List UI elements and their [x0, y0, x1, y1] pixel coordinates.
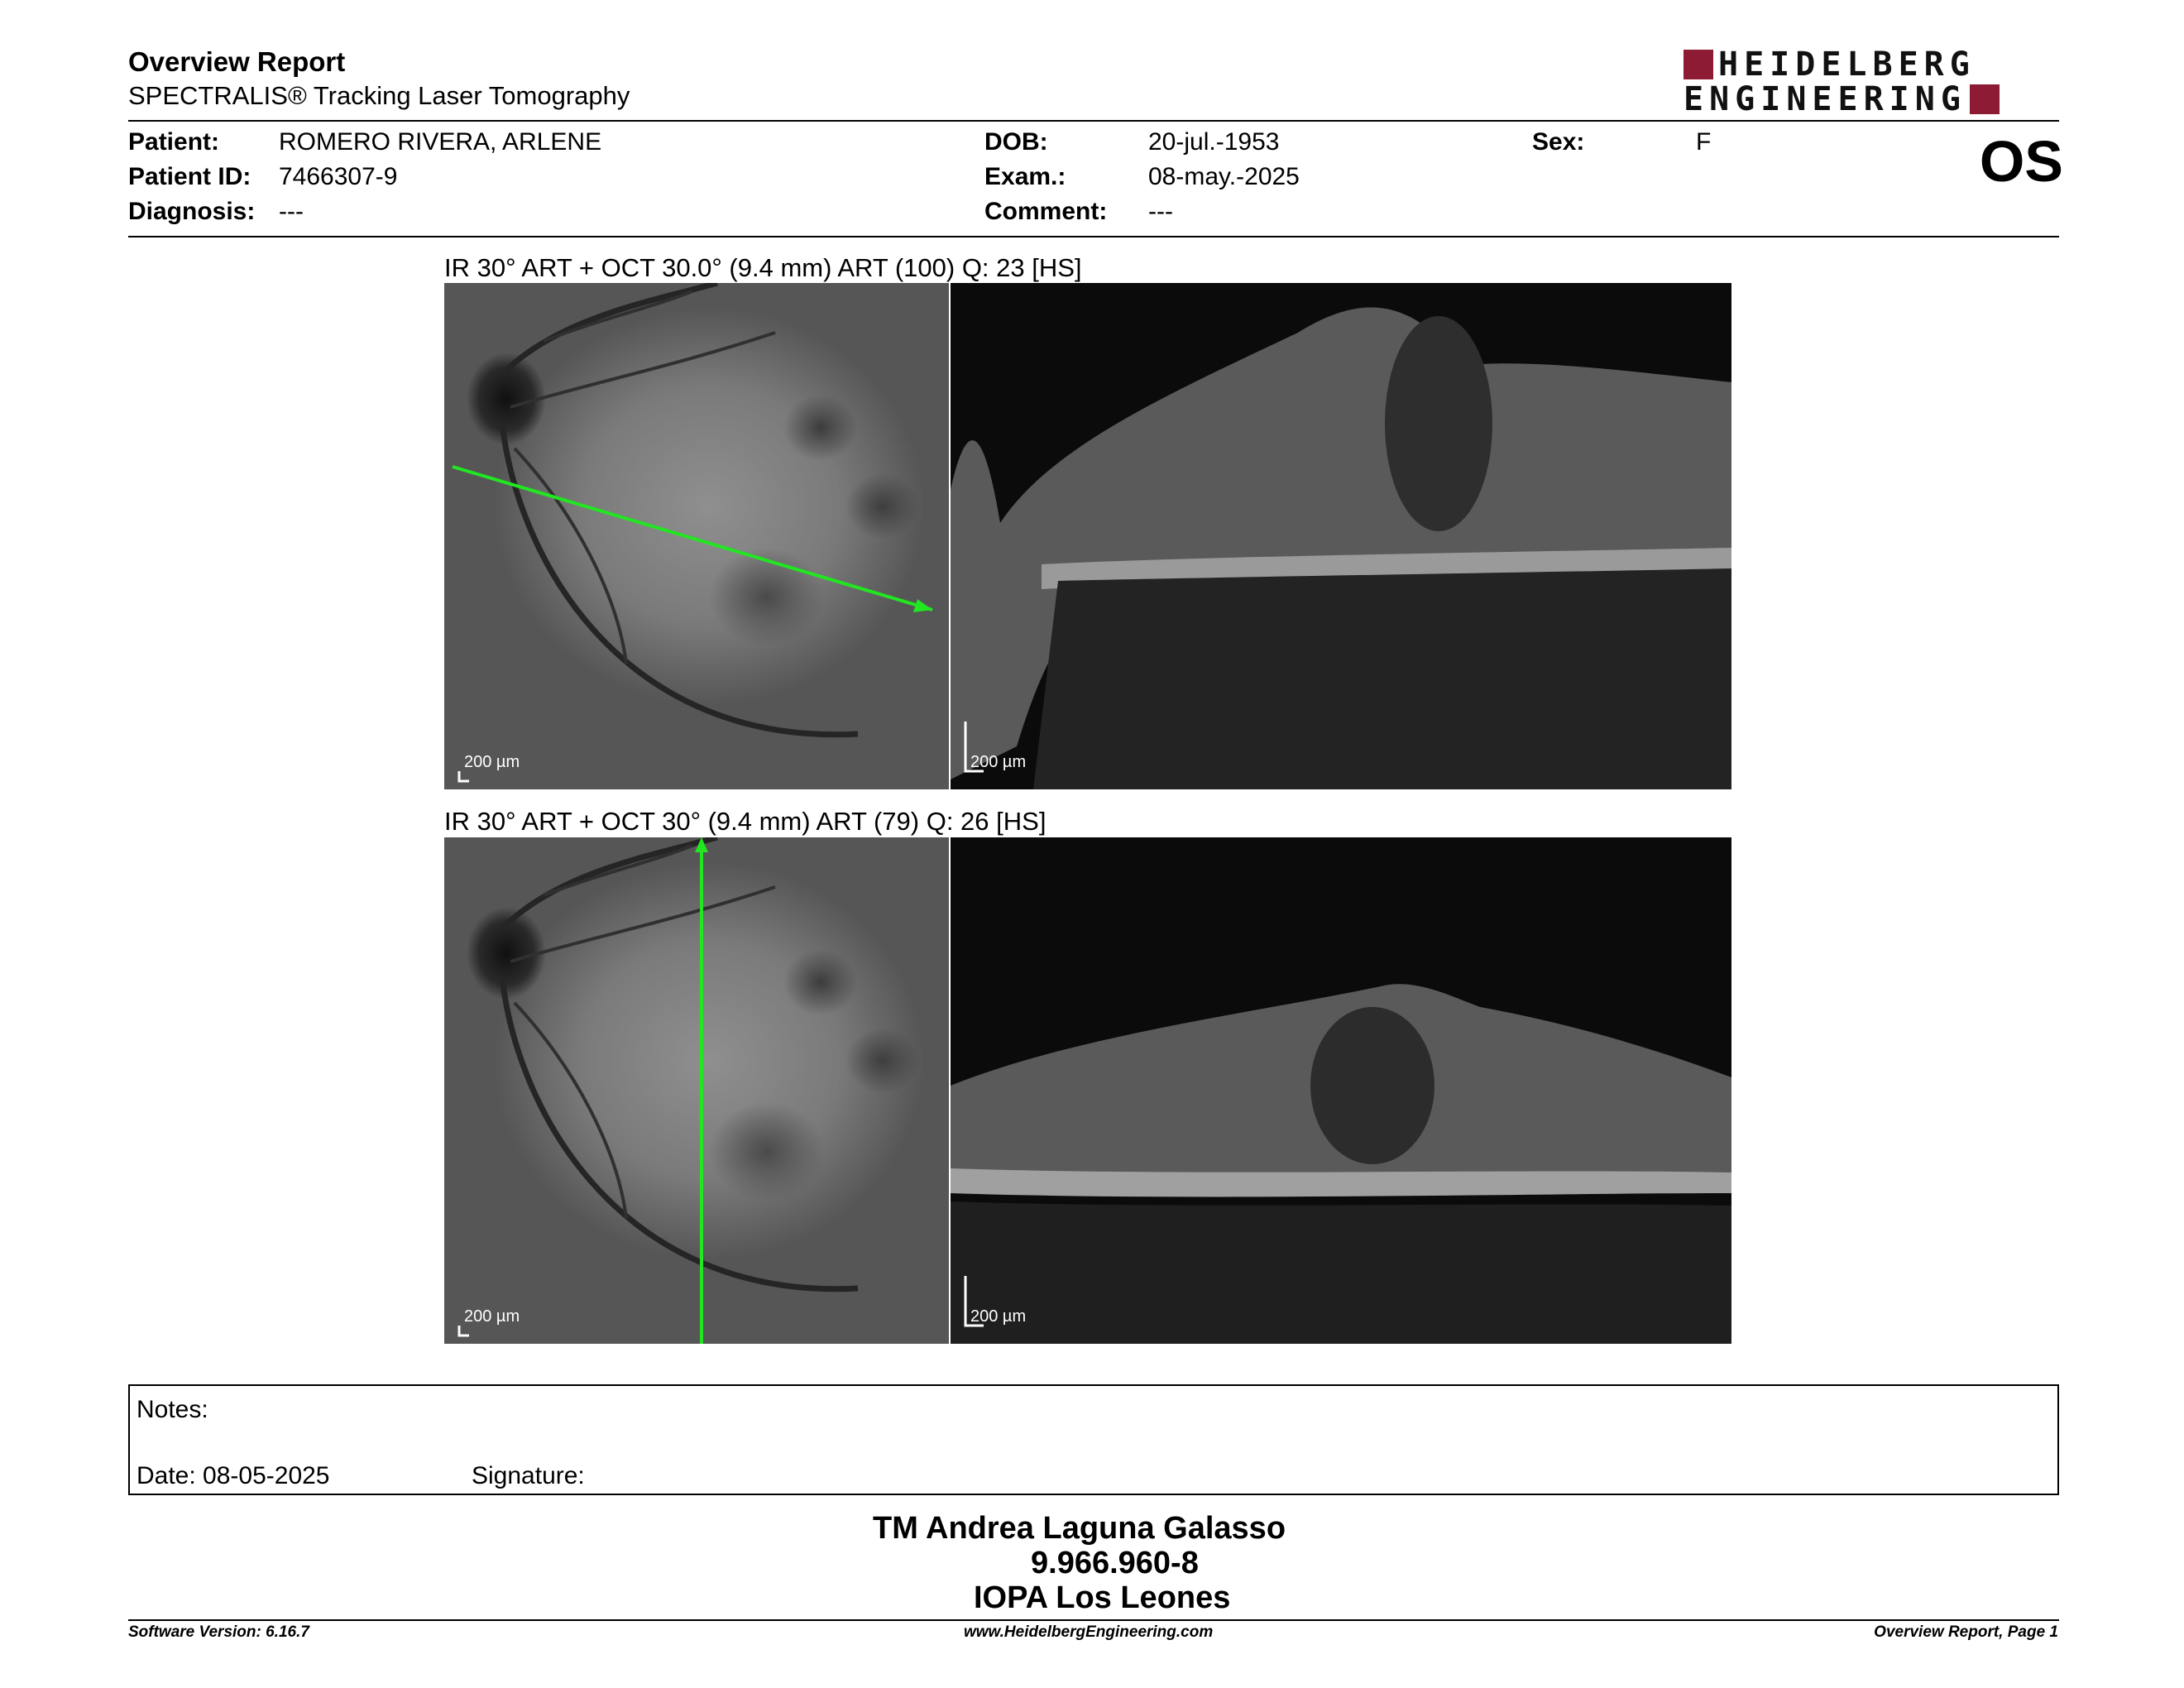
software-version: Software Version: 6.16.7: [128, 1623, 309, 1641]
scan-1-fundus-image: [444, 283, 949, 789]
patient-name: ROMERO RIVERA, ARLENE: [279, 128, 602, 156]
scan-2-title: IR 30° ART + OCT 30° (9.4 mm) ART (79) Q: 26 [HS]: [444, 807, 1046, 836]
scan-1-fundus-scale: 200 µm: [464, 753, 520, 771]
website-link[interactable]: www.HeidelbergEngineering.com: [964, 1623, 1214, 1641]
dob-value: 20-jul.-1953: [1148, 128, 1280, 156]
scan-2-oct-image: [951, 837, 1731, 1344]
notes-label: Notes:: [136, 1396, 208, 1423]
sex-value: F: [1696, 128, 1712, 156]
scan-2-oct-scale: 200 µm: [970, 1307, 1027, 1326]
patient-id: 7466307-9: [279, 163, 398, 190]
comment-value: ---: [1148, 198, 1173, 225]
scan-1-oct-image: [951, 283, 1731, 789]
dob-label: DOB:: [984, 128, 1048, 156]
report-title: Overview Report: [128, 46, 346, 77]
report-subtitle: SPECTRALIS® Tracking Laser Tomography: [128, 81, 630, 110]
comment-label: Comment:: [984, 198, 1108, 225]
notes-box: [128, 1384, 2059, 1495]
footer-divider: [128, 1619, 2059, 1621]
logo-line1: HEIDELBERG: [1718, 46, 1976, 84]
stamp-name: TM Andrea Laguna Galasso: [873, 1511, 1286, 1546]
signature-label: Signature:: [472, 1462, 585, 1489]
stamp-id: 9.966.960-8: [1031, 1546, 1199, 1580]
stamp-institution: IOPA Los Leones: [974, 1580, 1231, 1615]
diagnosis-value: ---: [279, 198, 304, 225]
date-label: Date: 08-05-2025: [136, 1462, 330, 1489]
scan-2-fundus-image: [444, 837, 949, 1344]
patient-label: Patient:: [128, 128, 220, 156]
scan-1-oct-scale: 200 µm: [970, 753, 1027, 771]
eye-indicator: OS: [1979, 129, 2063, 194]
exam-value: 08-may.-2025: [1148, 163, 1300, 190]
scan-1-scan-line: [453, 467, 932, 610]
patient-divider: [128, 236, 2059, 237]
header-divider: [128, 120, 2059, 122]
sex-label: Sex:: [1532, 128, 1585, 156]
logo-line2: ENGINEERING: [1684, 80, 1966, 118]
page-indicator: Overview Report, Page 1: [1874, 1623, 2058, 1641]
diagnosis-label: Diagnosis:: [128, 198, 256, 225]
scan-2-fundus-scale: 200 µm: [464, 1307, 520, 1326]
exam-label: Exam.:: [984, 163, 1066, 190]
patient-id-label: Patient ID:: [128, 163, 251, 190]
scan-1-title: IR 30° ART + OCT 30.0° (9.4 mm) ART (100) Q: 23 [HS]: [444, 253, 1082, 282]
